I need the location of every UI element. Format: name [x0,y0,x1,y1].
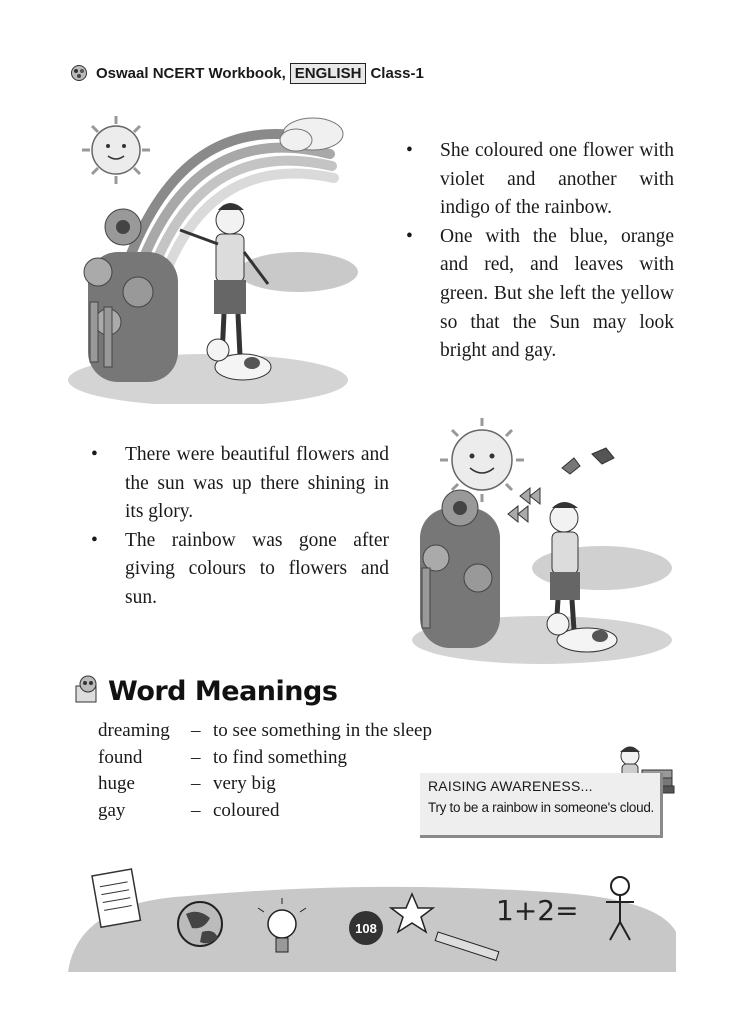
bullet-item: • One with the blue, orange and red, and leaves with green. But she left the yellow so that the Sun may look bright and gay. [406,223,674,366]
flowers-icon [420,490,500,648]
dash: – [191,773,201,794]
word-meaning-row [98,798,432,825]
word: gay [98,799,126,821]
word-meanings-list [98,718,432,824]
cloud-icon [280,118,343,151]
meaning: to find something [213,746,348,768]
globe-icon [178,902,222,946]
sun-birds-girl-illustration [412,408,680,666]
butterfly-icon [508,488,540,522]
bullet-item: • The rainbow was gone after giving colours to flowers and sun. [91,527,389,613]
story-paragraph-1 [406,137,674,366]
dash: – [191,720,201,741]
sun-icon [440,418,524,502]
page-number-badge [349,911,383,945]
header-title: Oswaal NCERT Workbook, [96,64,286,82]
header-subject: ENGLISH [290,63,367,84]
word: huge [98,773,135,794]
story-paragraph-2 [91,441,389,613]
oswaal-logo-icon [70,64,88,82]
word-meaning-row [98,745,432,772]
footer-band [68,862,676,972]
dash: – [191,799,201,821]
notepad-icon [92,869,140,927]
meaning: to see something in the sleep [213,720,432,741]
sun-icon [82,116,150,184]
dash: – [191,746,201,768]
rainbow-girl-illustration [68,112,358,404]
girl-icon [550,502,580,630]
word-meaning-row [98,718,432,745]
word-meaning-row [98,771,432,798]
bullet-item: • There were beautiful flowers and the sun was up there shining in its glory. [91,441,389,527]
page-header [70,60,424,86]
math-formula: 1+2= [496,894,579,927]
raising-awareness-box [420,773,663,838]
bird-icon [562,448,614,474]
bullet-item: • She coloured one flower with violet and another with indigo of the rainbow. [406,137,674,223]
awareness-title: RAISING AWARENESS... [428,778,593,794]
word: dreaming [98,720,170,741]
awareness-text: Try to be a rainbow in someone's cloud. [428,800,655,815]
word: found [98,746,143,768]
meaning: coloured [213,799,280,821]
word-meanings-title: Word Meanings [108,676,338,707]
header-class: Class-1 [370,64,424,82]
meaning: very big [213,773,276,794]
owl-book-icon [72,674,104,706]
page-number: 108 [355,921,377,936]
